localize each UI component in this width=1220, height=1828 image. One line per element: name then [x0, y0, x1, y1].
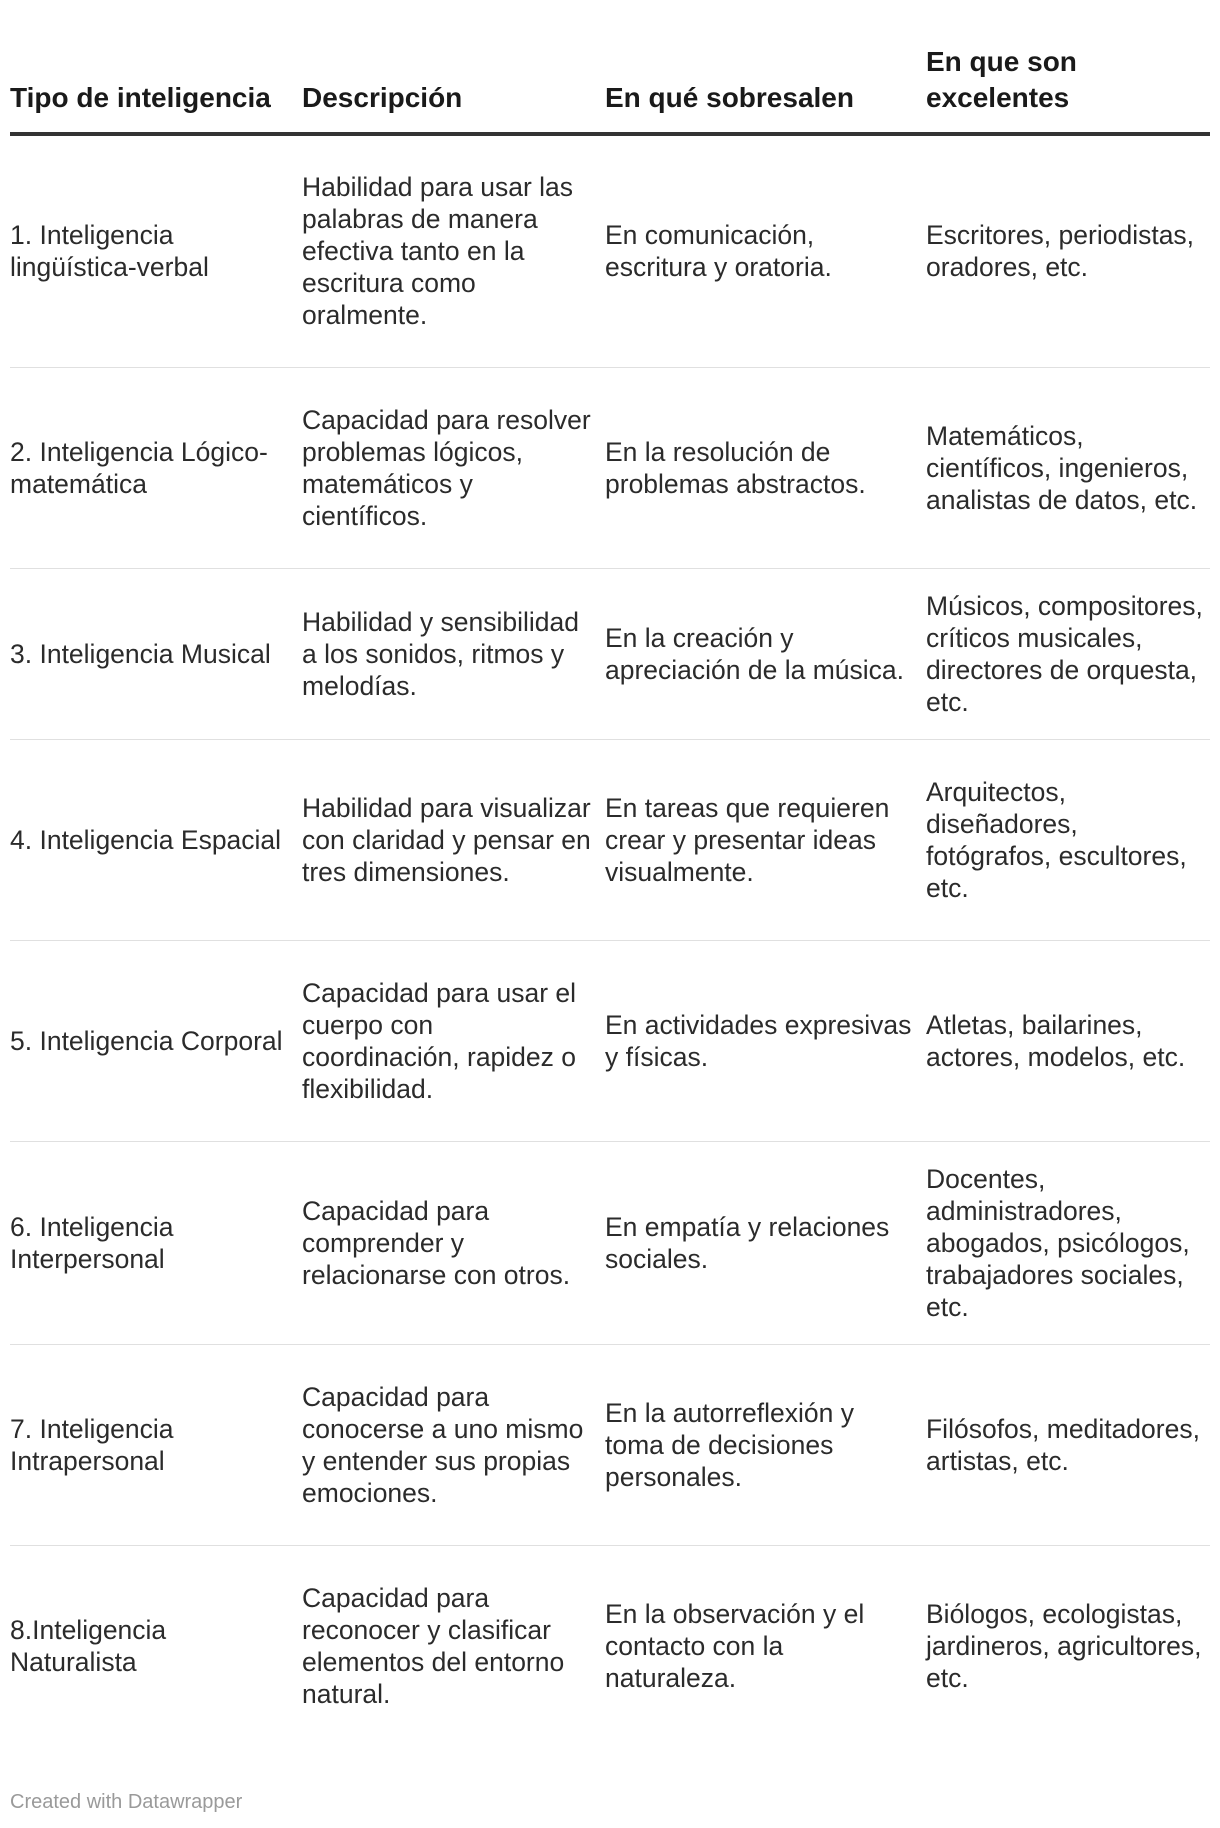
table-row	[10, 940, 1210, 1141]
cell-descripcion: Capacidad para comprender y relacionarse con otros.	[302, 1141, 605, 1344]
cell-excelentes: Matemáticos, científicos, ingenieros, analistas de datos, etc.	[926, 367, 1210, 568]
cell-tipo: 5. Inteligencia Corporal	[10, 940, 302, 1141]
header-descripcion: Descripción	[302, 40, 605, 134]
table-row	[10, 1141, 1210, 1344]
cell-descripcion: Habilidad para usar las palabras de manera efectiva tanto en la escritura como oralmente.	[302, 134, 605, 367]
cell-sobresalen: En la creación y apreciación de la música.	[605, 568, 926, 739]
table-row	[10, 1344, 1210, 1545]
cell-tipo: 7. Inteligencia Intrapersonal	[10, 1344, 302, 1545]
cell-descripcion: Habilidad y sensibilidad a los sonidos, ritmos y melodías.	[302, 568, 605, 739]
table-header-row	[10, 40, 1210, 134]
cell-excelentes: Docentes, administradores, abogados, psicólogos, trabajadores sociales, etc.	[926, 1141, 1210, 1344]
cell-excelentes: Músicos, compositores, críticos musicales, directores de orquesta, etc.	[926, 568, 1210, 739]
cell-sobresalen: En empatía y relaciones sociales.	[605, 1141, 926, 1344]
intelligence-table	[10, 40, 1210, 1746]
datawrapper-credit[interactable]: Created with Datawrapper	[10, 1791, 243, 1813]
cell-descripcion: Capacidad para conocerse a uno mismo y entender sus propias emociones.	[302, 1344, 605, 1545]
intelligence-table-container	[10, 40, 1210, 1746]
cell-sobresalen: En la autorreflexión y toma de decisiones personales.	[605, 1344, 926, 1545]
cell-descripcion: Habilidad para visualizar con claridad y pensar en tres dimensiones.	[302, 739, 605, 940]
cell-sobresalen: En la resolución de problemas abstractos.	[605, 367, 926, 568]
header-tipo: Tipo de inteligencia	[10, 40, 302, 134]
table-row	[10, 739, 1210, 940]
cell-sobresalen: En tareas que requieren crear y presentar ideas visualmente.	[605, 739, 926, 940]
table-row	[10, 568, 1210, 739]
cell-tipo: 6. Inteligencia Interpersonal	[10, 1141, 302, 1344]
header-excelentes: En que son excelentes	[926, 40, 1210, 134]
cell-tipo: 8.Inteligencia Naturalista	[10, 1614, 167, 1677]
cell-tipo: 1. Inteligencia lingüística-verbal	[10, 134, 302, 367]
header-sobresalen: En qué sobresalen	[605, 40, 926, 134]
cell-descripcion: Capacidad para usar el cuerpo con coordinación, rapidez o flexibilidad.	[302, 940, 605, 1141]
cell-excelentes: Filósofos, meditadores, artistas, etc.	[926, 1344, 1210, 1545]
cell-excelentes: Biólogos, ecologistas, jardineros, agricultores, etc.	[926, 1598, 1202, 1693]
cell-sobresalen: En actividades expresivas y físicas.	[605, 940, 926, 1141]
cell-sobresalen: En la observación y el contacto con la naturaleza.	[605, 1598, 865, 1693]
cell-tipo: 3. Inteligencia Musical	[10, 568, 302, 739]
cell-excelentes: Atletas, bailarines, actores, modelos, etc.	[926, 940, 1210, 1141]
cell-descripcion: Capacidad para resolver problemas lógicos, matemáticos y científicos.	[302, 367, 605, 568]
cell-excelentes: Arquitectos, diseñadores, fotógrafos, escultores, etc.	[926, 739, 1210, 940]
cell-excelentes: Escritores, periodistas, oradores, etc.	[926, 134, 1210, 367]
cell-tipo: 4. Inteligencia Espacial	[10, 739, 302, 940]
table-row	[10, 367, 1210, 568]
cell-sobresalen: En comunicación, escritura y oratoria.	[605, 134, 926, 367]
cell-descripcion: Capacidad para reconocer y clasificar elementos del entorno natural.	[302, 1582, 565, 1709]
cell-tipo: 2. Inteligencia Lógico-matemática	[10, 367, 302, 568]
table-row	[10, 134, 1210, 367]
table-row	[10, 1545, 1210, 1746]
